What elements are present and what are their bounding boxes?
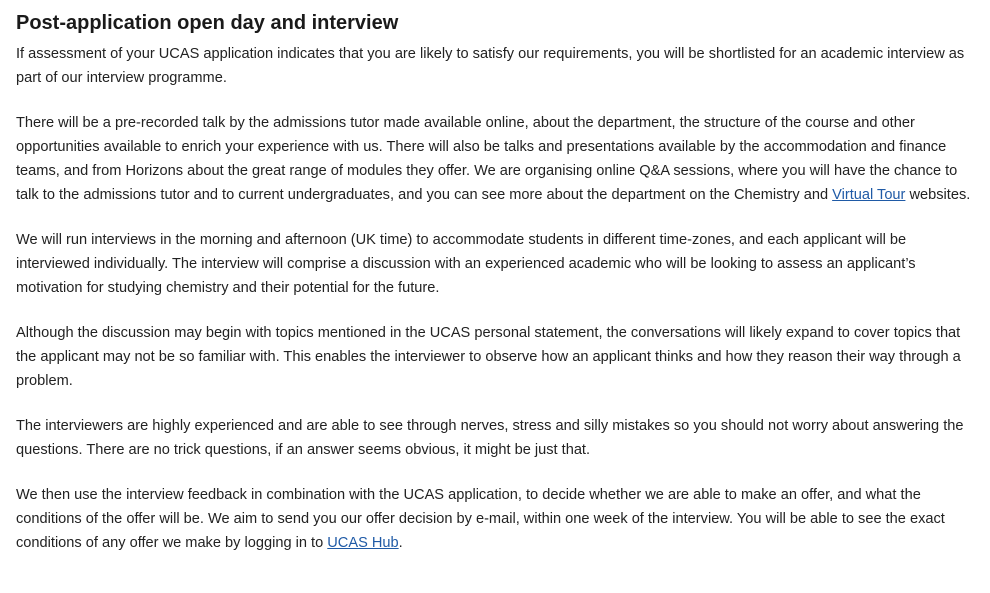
paragraph-interview-format: We will run interviews in the morning and afternoon (UK time) to accommodate students in different time-zones, and each applicant will be interviewed individually. The interview will comprise a discussion with an experienced academic who will be looking to assess an applicant’s motivation for studying chemistry and their potential for the future. [16, 232, 916, 296]
section-heading: Post-application open day and interview [16, 12, 399, 34]
ucas-hub-link[interactable]: UCAS Hub [327, 535, 399, 551]
paragraph-open-day-text: There will be a pre-recorded talk by the admissions tutor made available online, about the department, the structure of the course and other opportunities available to enrich your experience with us. There will also be talks and presentations available by the accommodation and finance teams, and from Horizons about the great range of modules they offer. We are organising online Q&A sessions, where you will have the chance to talk to the admissions tutor and to current undergraduates, and you can see more about the department on the Chemistry and [16, 115, 958, 203]
paragraph-open-day [16, 111, 974, 207]
paragraph-offer-text: We then use the interview feedback in combination with the UCAS application, to decide whether we are able to make an offer, and what the conditions of the offer will be. We aim to send you our offer decision by e-mail, within one week of the interview. You will be able to see the exact conditions of any offer we make by logging in to [16, 487, 945, 551]
paragraph-offer-tail: . [398, 535, 403, 551]
paragraph-discussion: Although the discussion may begin with topics mentioned in the UCAS personal statement, the conversations will likely expand to cover topics that the applicant may not be so familiar with. This enables the interviewer to observe how an applicant thinks and how they reason their way through a problem. [16, 325, 961, 389]
paragraph-shortlisting: If assessment of your UCAS application indicates that you are likely to satisfy our requirements, you will be shortlisted for an academic interview as part of our interview programme. [16, 46, 965, 86]
virtual-tour-link[interactable]: Virtual Tour [832, 187, 906, 203]
paragraph-open-day-tail: websites. [905, 187, 971, 203]
paragraph-offer [16, 483, 974, 555]
paragraph-interviewers: The interviewers are highly experienced and are able to see through nerves, stress and silly mistakes so you should not worry about answering the questions. There are no trick questions, if an answer seems obvious, it might be just that. [16, 418, 964, 458]
